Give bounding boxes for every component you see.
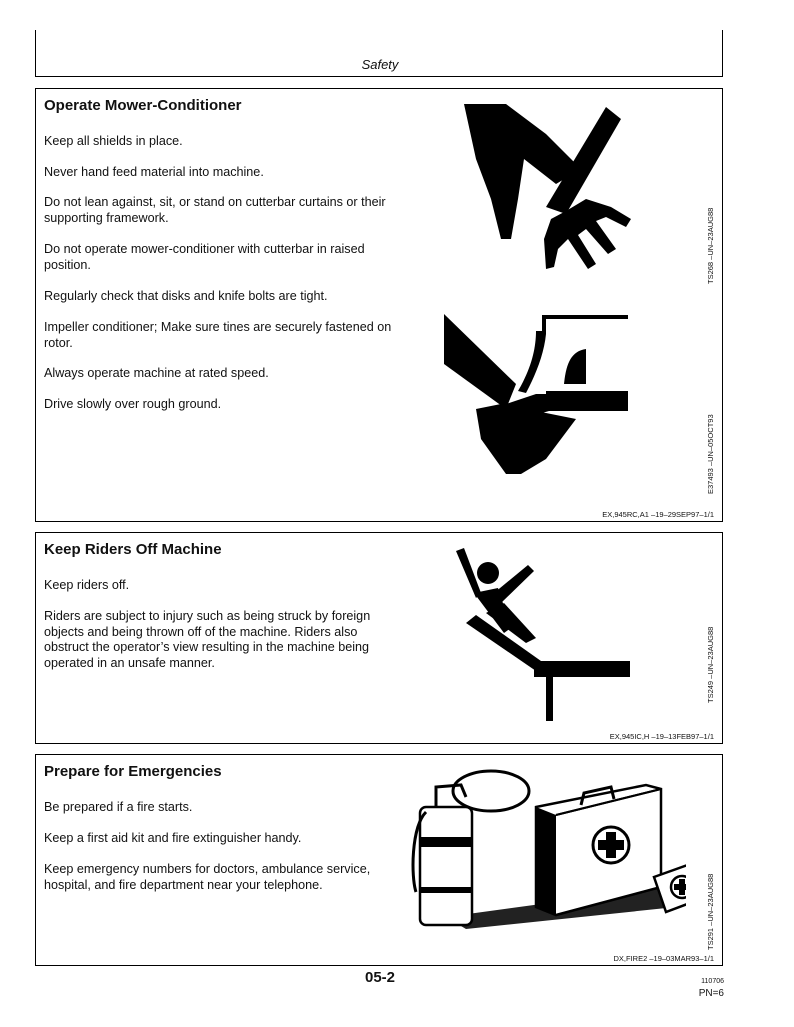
section-title: Keep Riders Off Machine [44,541,222,558]
paragraph: Do not operate mower-conditioner with cutterbar in raised position. [44,242,365,272]
section-prepare-emergencies [35,754,723,966]
paragraph: Keep riders off. [44,578,130,592]
hand-entanglement-hazard-icon [436,309,676,489]
paragraph: Impeller conditioner; Make sure tines are securely fastened on rotor. [44,320,392,350]
figure-code: E37493 –UN–05OCT93 [706,414,715,494]
page-number: 05-2 [364,969,396,986]
paragraph: Do not lean against, sit, or stand on cutterbar curtains or their supporting framework. [44,195,386,225]
section-operate-mower [35,88,723,522]
paragraph: Regularly check that disks and knife bolts are tight. [44,289,328,303]
reference-code: EX,945RC,A1 –19–29SEP97–1/1 [602,510,714,519]
section-keep-riders-off [35,532,723,744]
hand-cut-hazard-icon [446,99,676,279]
fire-extinguisher-first-aid-icon [406,767,686,932]
figure-code: TS268 –UN–23AUG88 [706,207,715,284]
section-title: Operate Mower-Conditioner [44,97,242,114]
paragraph: Keep emergency numbers for doctors, ambulance service, hospital, and fire department near your telephone. [44,862,371,892]
paragraph: Always operate machine at rated speed. [44,366,269,380]
paragraph: Drive slowly over rough ground. [44,397,222,411]
reference-code: DX,FIRE2 –19–03MAR93–1/1 [613,954,714,963]
figure-code: TS291 –UN–23AUG88 [706,873,715,950]
paragraph: Be prepared if a fire starts. [44,800,193,814]
pn-label: PN=6 [698,988,724,999]
reference-code: EX,945IC,H –19–13FEB97–1/1 [609,732,714,741]
footer-code: 110706 [701,978,724,985]
header-rule [35,76,723,77]
figure-code: TS249 –UN–23AUG88 [706,626,715,703]
paragraph: Keep all shields in place. [44,134,183,148]
paragraph: Riders are subject to injury such as being struck by foreign objects and being thrown off of the machine. Riders also obstruct the operator’s view resulting in the machine being operated in an unsafe manner. [44,609,371,670]
section-title: Prepare for Emergencies [44,763,222,780]
paragraph: Keep a first aid kit and fire extinguisher handy. [44,831,302,845]
rider-falling-icon [446,543,646,728]
paragraph: Never hand feed material into machine. [44,165,264,179]
header-title: Safety [361,57,399,72]
